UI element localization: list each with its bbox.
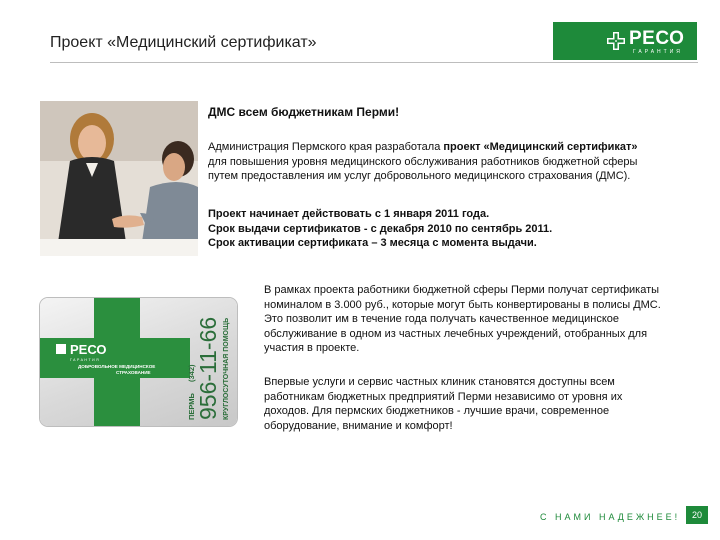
card-brand-sub: ГАРАНТИЯ (70, 358, 101, 362)
content-heading: ДМС всем бюджетникам Перми! (208, 105, 400, 119)
logo-brand: РЕСО (629, 28, 685, 49)
intro-line-2: для повышения уровня медицинского обслуживания работников бюджетной сферы (208, 155, 638, 168)
card-artwork (40, 298, 237, 426)
insurance-card-image (40, 298, 237, 426)
page-number: 20 (686, 506, 708, 524)
dates-line-3: Срок активации сертификата – 3 месяца с момента выдачи. (208, 237, 537, 249)
green-cross-icon (607, 32, 625, 50)
footer-slogan: С НАМИ НАДЕЖНЕЕ! (540, 512, 681, 522)
paragraph-certificates: В рамках проекта работники бюджетной сферы Перми получат сертификаты номиналом в 3.000 руб., которые могут быть конвертированы в полисы ДМС. Это позволит им в течение года получать качественное медицинское обслуживание в одном из частных лечебных учреждений, отобранных для участия в проекте. (264, 284, 661, 354)
card-line-2: СТРАХОВАНИЕ (116, 370, 151, 375)
intro-project-name: проект «Медицинский сертификат» (443, 141, 638, 153)
paragraph-intro (208, 140, 686, 184)
dates-line-1: Проект начинает действовать с 1 января 2011 года. (208, 208, 490, 220)
card-phone-label: КРУГЛОСУТОЧНАЯ ПОМОЩЬ (223, 317, 230, 420)
intro-line-3: путем предоставления им услуг добровольного медицинского страхования (ДМС). (208, 170, 631, 182)
dates-line-2: Срок выдачи сертификатов - с декабря 2010 по сентябрь 2011. (208, 222, 553, 235)
paragraph-dates (208, 207, 686, 251)
card-line-1: ДОБРОВОЛЬНОЕ МЕДИЦИНСКОЕ (78, 364, 156, 369)
card-code: (342) (187, 364, 196, 382)
card-city: ПЕРМЬ (187, 393, 196, 420)
reso-logo (553, 22, 697, 60)
card-brand: РЕСО (70, 342, 107, 357)
intro-line-1: Администрация Пермского края разработала (208, 141, 444, 153)
page-title: Проект «Медицинский сертификат» (50, 34, 317, 51)
card-phone: 956-11-66 (195, 316, 221, 420)
header-divider (50, 62, 698, 63)
logo-subtitle: ГАРАНТИЯ (633, 49, 683, 55)
paragraph-clinics: Впервые услуги и сервис частных клиник становятся доступны всем работникам бюджетных предприятий Перми независимо от уровня их доходов. Для пермских бюджетников - лучшие врачи, современное оборудование, внимание и комфорт! (264, 376, 623, 432)
handshake-photo (40, 101, 198, 256)
